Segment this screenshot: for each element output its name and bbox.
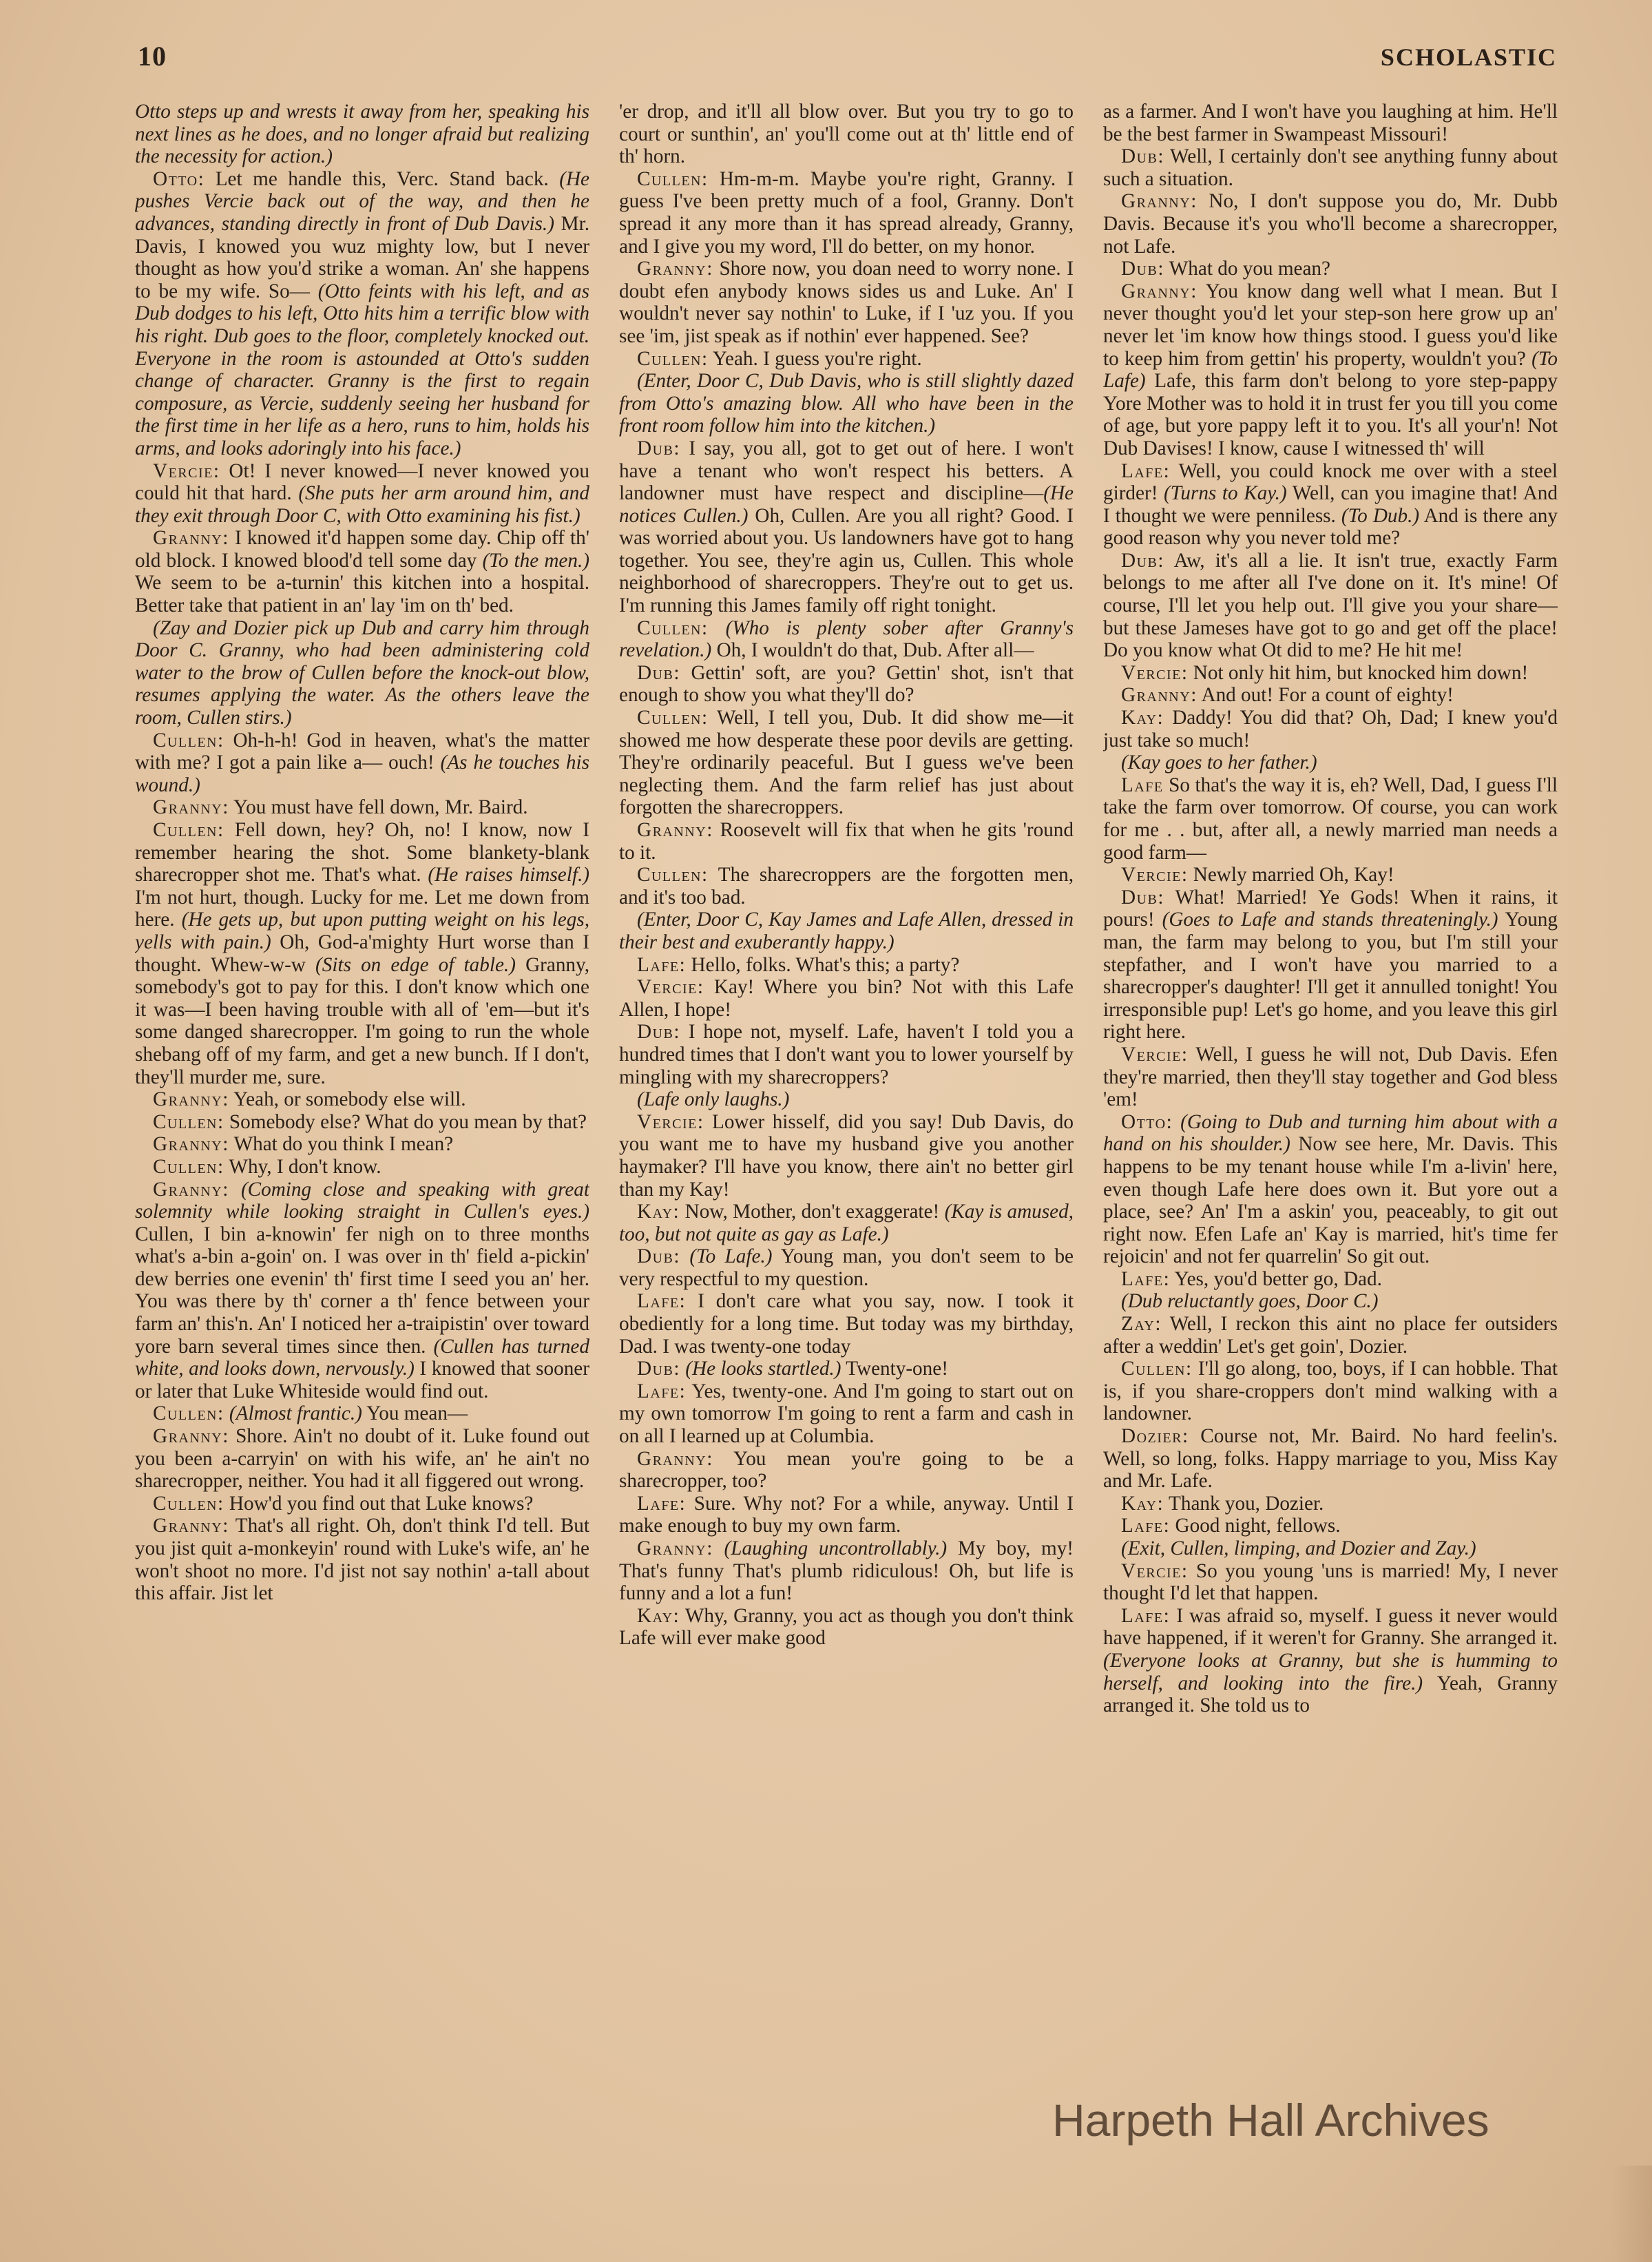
dialogue-text: Thank you, Dozier. (1164, 1492, 1324, 1515)
archive-watermark: Harpeth Hall Archives (1052, 2095, 1489, 2146)
speaker-name: Cullen: (637, 167, 709, 190)
script-paragraph (135, 796, 589, 819)
stage-direction: (Goes to Lafe and stands threateningly.) (1162, 909, 1498, 931)
speaker-name: Vercie: (637, 976, 704, 999)
stage-direction: (To the men.) (482, 549, 589, 572)
script-paragraph (619, 864, 1074, 909)
dialogue-text: Well, I guess he will not, Dub Davis. Efen they're married, then they'll stay together and God bless 'em! (1103, 1043, 1558, 1111)
speaker-name: Cullen: (153, 1110, 224, 1133)
script-paragraph (1103, 774, 1558, 864)
dialogue-text: Good night, fellows. (1170, 1515, 1341, 1537)
speaker-name: Kay: (1121, 707, 1164, 729)
dialogue-text: Well, I reckon this aint no place fer outsiders after a weddin' Let's get goin', Dozier. (1103, 1313, 1558, 1358)
script-paragraph (1103, 1044, 1558, 1111)
speaker-name: Lafe: (1121, 1515, 1171, 1537)
dialogue-text: You mean you're going to be a sharecropper, too? (619, 1447, 1074, 1493)
speaker-name: Vercie: (153, 459, 220, 482)
dialogue-text: What! Married! Ye Gods! When it rains, it pours! (1103, 886, 1558, 931)
script-paragraph (1103, 258, 1558, 280)
script-paragraph (135, 1179, 589, 1403)
speaker-name: Dub: (637, 1245, 680, 1268)
speaker-name: Kay: (637, 1201, 680, 1223)
dialogue-text: Oh, Cullen. Are you all right? Good. I was worried about you. Us landowners have got to hang together. You see, they're agin us, Cullen. This whole neighborhood of sharecroppers. They're out to get us. I'm running this James family off right tonight. (619, 504, 1074, 617)
dialogue-text: Course not, Mr. Baird. No hard feelin's. Well, so long, folks. Happy marriage to you, Miss Kay and Mr. Lafe. (1103, 1425, 1558, 1493)
speaker-name: Dub: (1121, 258, 1164, 280)
dialogue-text: Now, Mother, don't exaggerate! (680, 1201, 945, 1223)
dialogue-text: Somebody else? What do you mean by that? (224, 1110, 587, 1133)
script-paragraph (619, 1088, 1074, 1111)
script-paragraph (619, 1111, 1074, 1201)
dialogue-text: Aw, it's all a lie. It isn't true, exactly Farm belongs to me after all I've done on it. It's mine! Of course, I'll let you help out. I'll give you your share—but these Jameses have got to go and get off the place! Do you know what Ot did to me? He hit me! (1103, 549, 1558, 662)
stage-direction: (Dub reluctantly goes, Door C.) (1121, 1290, 1379, 1313)
dialogue-text: I don't care what you say, now. I took it obediently for a long time. But today was my birthday, Dad. I was twenty-one today (619, 1290, 1074, 1358)
dialogue-text: You must have fell down, Mr. Baird. (229, 796, 528, 819)
stage-direction: (Exit, Cullen, limping, and Dozier and Zay.) (1121, 1537, 1476, 1559)
script-paragraph (619, 707, 1074, 819)
dialogue-text: That's all right. Oh, don't think I'd tell. But you jist quit a-monkeyin' round with Luke's wife, an' he won't shoot no more. I'd jist not say nothin' a-tall about this affair. Jist let (135, 1515, 589, 1605)
stage-direction: (To Lafe.) (689, 1245, 773, 1268)
dialogue-text (680, 1245, 689, 1267)
script-paragraph (1103, 1268, 1558, 1291)
script-paragraph (135, 1156, 589, 1179)
speaker-name: Kay: (637, 1604, 680, 1627)
script-paragraph (135, 101, 589, 168)
dialogue-text: Young man, the farm may belong to you, but I'm still your stepfather, and I won't have you married to a sharecropper's daughter! I'll get it annulled tonight! You irresponsible pup! Let's go home, and you leave this girl right here. (1103, 909, 1558, 1044)
dialogue-text: Lower hisself, did you say! Dub Davis, do you want me to have my husband give you another haymaker? I'll have you know, there ain't no better girl than my Kay! (619, 1110, 1074, 1201)
speaker-name: Granny: (153, 1425, 229, 1448)
speaker-name: Vercie: (637, 1110, 704, 1133)
script-paragraph (1103, 280, 1558, 460)
speaker-name: Lafe: (1121, 1267, 1171, 1290)
script-paragraph (619, 1201, 1074, 1245)
dialogue-text: No, I don't suppose you do, Mr. Dubb Davis. Because it's you who'll become a sharecropper, not Lafe. (1103, 190, 1558, 258)
script-paragraph (619, 258, 1074, 347)
speaker-name: Cullen: (637, 707, 709, 729)
script-paragraph (619, 819, 1074, 864)
speaker-name: Dub: (637, 437, 680, 459)
dialogue-text: Oh, I wouldn't do that, Dub. After all— (711, 639, 1034, 662)
speaker-name: Cullen: (153, 1155, 224, 1178)
script-paragraph (135, 460, 589, 528)
stage-direction: (To Lafe) (1103, 347, 1558, 393)
script-paragraph (135, 1088, 589, 1111)
script-paragraph (1103, 886, 1558, 1044)
dialogue-text: So that's the way it is, eh? Well, Dad, I guess I'll take the farm over tomorrow. Of course, you can work for me . . but, after all, a newly married man needs a good farm— (1103, 774, 1558, 864)
speaker-name: Dub: (1121, 145, 1164, 168)
script-paragraph (619, 1290, 1074, 1358)
dialogue-text: I say, you all, got to get out of here. I won't have a tenant who won't respect his betters. A landowner must have respect and discipline— (619, 437, 1074, 505)
dialogue-text: Lafe, this farm don't belong to yore step-pappy Yore Mother was to hold it in trust fer you till you come of age, but yore pappy left it to you. It's all your'n! Not Dub Davises! I know, cause I witnessed th' will (1103, 370, 1558, 459)
dialogue-text: Roosevelt will fix that when he gits 'round to it. (619, 819, 1074, 864)
speaker-name: Vercie: (1121, 661, 1189, 684)
script-paragraph (135, 1425, 589, 1493)
script-paragraph (135, 1515, 589, 1604)
stage-direction: (Who is plenty sober after Granny's revelation.) (619, 616, 1074, 662)
speaker-name: Cullen: (1121, 1358, 1193, 1380)
script-paragraph (619, 1021, 1074, 1088)
script-paragraph (135, 819, 589, 1088)
speaker-name: Cullen: (153, 819, 224, 841)
speaker-name: Cullen: (637, 864, 709, 886)
dialogue-text: Not only hit him, but knocked him down! (1188, 661, 1529, 684)
script-paragraph (1103, 1425, 1558, 1493)
script-paragraph (1103, 460, 1558, 550)
speaker-name: Vercie: (1121, 1559, 1189, 1582)
script-paragraph (619, 1380, 1074, 1448)
speaker-name: Granny: (153, 1178, 229, 1201)
speaker-name: Granny: (153, 1133, 229, 1156)
script-paragraph (619, 662, 1074, 707)
speaker-name: Dub: (1121, 549, 1164, 572)
dialogue-text: Yes, twenty-one. And I'm going to start out on my own tomorrow I'm going to rent a farm and cash in on all I learned up at Columbia. (619, 1380, 1074, 1448)
stage-direction: (She puts her arm around him, and they exit through Door C, with Otto examining his fist.) (135, 482, 589, 527)
dialogue-text: Shore now, you doan need to worry none. I doubt efen anybody knows sides us and Luke. An' I wouldn't never say nothin' to Luke, if I 'uz you. If you see 'im, jist speak as if nothin' ever happened. See? (619, 258, 1074, 347)
script-paragraph (1103, 1290, 1558, 1313)
stage-direction: (Enter, Door C, Kay James and Lafe Allen, dressed in their best and exuberantly happy.) (619, 909, 1074, 953)
page-edge-stain (1611, 2166, 1652, 2262)
script-paragraph (619, 909, 1074, 953)
dialogue-text: Now see here, Mr. Davis. This happens to be my tenant house while I'm a-livin' here, even though Lafe here does own it. But yore out a place, see? An' I'm a askin' you, peaceably, to git out right now. Efen Lafe an' Kay is married, hit's time fer rejoicin' and not fer quarrelin' So git out. (1103, 1133, 1558, 1268)
speaker-name: Granny: (153, 1088, 229, 1111)
dialogue-text (1173, 1111, 1180, 1133)
script-paragraph (1103, 662, 1558, 685)
script-paragraph (1103, 864, 1558, 886)
dialogue-text: Well, you could knock me over with a steel girder! (1103, 459, 1558, 505)
dialogue-text: My boy, my! That's funny That's plumb ridiculous! Oh, but life is funny and a lot a fun! (619, 1537, 1074, 1605)
dialogue-text: What do you mean? (1164, 258, 1330, 280)
dialogue-text: You mean— (362, 1402, 468, 1425)
dialogue-text: Let me handle this, Verc. Stand back. (205, 167, 560, 190)
dialogue-text: as a farmer. And I won't have you laughing at him. He'll be the best farmer in Swampeast Missouri! (1103, 101, 1558, 145)
dialogue-text: Oh, God-a'mighty Hurt worse than I thought. Whew-w-w (135, 931, 589, 976)
dialogue-text: Yeah, or somebody else will. (229, 1088, 466, 1111)
script-paragraph (135, 527, 589, 616)
speaker-name: Lafe: (1121, 1604, 1171, 1627)
speaker-name: Granny: (1121, 190, 1198, 213)
dialogue-text: Ot! I never knowed—I never knowed you could hit that hard. (135, 459, 589, 505)
script-paragraph (1103, 1358, 1558, 1425)
stage-direction: (Cullen has turned white, and looks down, nervously.) (135, 1335, 589, 1380)
stage-direction: (Otto feints with his left, and as Dub dodges to his left, Otto hits him a terrific blow with his right. Dub goes to the floor, completely knocked out. Everyone in the room is astounded at Otto's sudden change of character. Granny is the first to regain composure, as Vercie, suddenly seeing her husband for the first time in her life as a hero, runs to him, holds his arms, and looks adoringly into his face.) (135, 280, 589, 459)
speaker-name: Granny: (1121, 684, 1198, 707)
stage-direction: (Laughing uncontrollably.) (724, 1537, 948, 1559)
stage-direction: (As he touches his wound.) (135, 751, 589, 796)
speaker-name: Cullen: (153, 1492, 224, 1515)
stage-direction: (Turns to Kay.) (1164, 482, 1287, 505)
dialogue-text: I'm not hurt, though. Lucky for me. Let me down from here. (135, 886, 589, 931)
script-paragraph (135, 617, 589, 729)
script-paragraph (619, 348, 1074, 371)
stage-direction: (Enter, Door C, Dub Davis, who is still slightly dazed from Otto's amazing blow. All who have been in the front room follow him into the kitchen.) (619, 370, 1074, 437)
dialogue-text: I knowed that sooner or later that Luke Whiteside would find out. (135, 1358, 589, 1402)
script-paragraph (135, 1111, 589, 1134)
masthead: SCHOLASTIC (1380, 43, 1557, 71)
dialogue-text: Fell down, hey? Oh, no! I know, now I remember hearing the shot. Some blankety-blank sharecropper shot me. That's what. (135, 819, 589, 886)
dialogue-text: Kay! Where you bin? Not with this Lafe Allen, I hope! (619, 976, 1074, 1021)
speaker-name: Cullen: (637, 347, 709, 370)
script-paragraph (135, 168, 589, 460)
stage-direction: (Almost frantic.) (229, 1402, 362, 1425)
script-paragraph (1103, 190, 1558, 258)
script-paragraph (619, 1605, 1074, 1650)
stage-direction: (He raises himself.) (428, 864, 589, 886)
script-paragraph (619, 976, 1074, 1021)
speaker-name: Zay: (1121, 1313, 1162, 1336)
dialogue-text: I knowed it'd happen some day. Chip off th' old block. I knowed blood'd tell some day (135, 527, 589, 572)
dialogue-text: Young man, you don't seem to be very respectful to my question. (619, 1245, 1074, 1290)
script-paragraph (1103, 1313, 1558, 1358)
dialogue-text (713, 1537, 724, 1559)
stage-direction: (Kay goes to her father.) (1121, 751, 1317, 774)
dialogue-text: Well, can you imagine that! And I thought we were penniless. (1103, 482, 1558, 527)
script-paragraph (1103, 1605, 1558, 1717)
script-paragraph (1103, 707, 1558, 751)
script-paragraph (1103, 751, 1558, 774)
dialogue-text: Shore. Ain't no doubt of it. Luke found out you been a-carryin' on with his wife, an' he ain't no sharecropper, neither. You had it all figgered out wrong. (135, 1425, 589, 1493)
script-paragraph (135, 1133, 589, 1156)
dialogue-text: Sure. Why not? For a while, anyway. Until I make enough to buy my own farm. (619, 1492, 1074, 1537)
speaker-name: Dozier: (1121, 1425, 1189, 1448)
column-1 (135, 101, 589, 2167)
stage-direction: (Coming close and speaking with great solemnity while looking straight in Cullen's eyes.) (135, 1178, 589, 1223)
speaker-name: Lafe: (637, 953, 687, 976)
speaker-name: Lafe: (637, 1492, 687, 1515)
script-paragraph (135, 1493, 589, 1515)
dialogue-text (709, 617, 726, 639)
dialogue-text: Yeah, Granny arranged it. She told us to (1103, 1672, 1558, 1717)
dialogue-text (224, 1402, 229, 1424)
stage-direction: (He notices Cullen.) (619, 482, 1074, 527)
stage-direction: (He looks startled.) (685, 1358, 841, 1380)
dialogue-text: Hello, folks. What's this; a party? (686, 953, 960, 976)
dialogue-text: And is there any good reason why you never told me? (1103, 504, 1558, 550)
script-paragraph (619, 1448, 1074, 1493)
speaker-name: Lafe: (637, 1290, 687, 1313)
column-2 (619, 101, 1074, 2167)
script-paragraph (619, 437, 1074, 617)
script-paragraph (1103, 101, 1558, 145)
dialogue-text: Oh-h-h! God in heaven, what's the matter with me? I got a pain like a— ouch! (135, 729, 589, 774)
stage-direction: (Going to Dub and turning him about with a hand on his shoulder.) (1103, 1110, 1558, 1156)
script-paragraph (1103, 1493, 1558, 1515)
dialogue-text: Mr. Davis, I knowed you wuz mighty low, but I never thought as how you'd strike a woman. An' she happens to be my wife. So— (135, 212, 589, 302)
dialogue-text: Twenty-one! (841, 1358, 948, 1380)
script-paragraph (1103, 684, 1558, 707)
column-3 (1103, 101, 1558, 2167)
script-paragraph (619, 1537, 1074, 1605)
dialogue-text: Yeah. I guess you're right. (708, 347, 922, 370)
dialogue-text: The sharecroppers are the forgotten men, and it's too bad. (619, 864, 1074, 909)
speaker-name: Granny: (153, 796, 229, 819)
script-paragraph (1103, 1560, 1558, 1605)
script-paragraph (619, 370, 1074, 437)
stage-direction: (He pushes Vercie back out of the way, and then he advances, standing directly in front of Dub Davis.) (135, 167, 589, 235)
script-paragraph (135, 729, 589, 797)
text-columns (135, 101, 1558, 2167)
script-paragraph (1103, 1111, 1558, 1268)
dialogue-text: Why, I don't know. (224, 1155, 381, 1178)
speaker-name: Granny: (153, 1515, 229, 1537)
dialogue-text: 'er drop, and it'll all blow over. But you try to go to court or sunthin', an' you'll come out at th' little end of th' horn. (619, 101, 1074, 168)
speaker-name: Cullen: (153, 1402, 224, 1425)
dialogue-text: I was afraid so, myself. I guess it never would have happened, if it weren't for Granny. She arranged it. (1103, 1604, 1558, 1650)
speaker-name: Lafe (1121, 774, 1164, 796)
speaker-name: Granny: (637, 1447, 713, 1470)
speaker-name: Dub: (637, 1021, 680, 1044)
dialogue-text: So you young 'uns is married! My, I never thought I'd let that happen. (1103, 1559, 1558, 1605)
dialogue-text: Hm-m-m. Maybe you're right, Granny. I guess I've been pretty much of a fool, Granny. Don't spread it any more than it has spread already, Granny, and I give you my word, I'll do better, on my honor. (619, 167, 1074, 258)
speaker-name: Dub: (637, 661, 680, 684)
dialogue-text: We seem to be a-turnin' this kitchen into a hospital. Better take that patient in an' lay 'im on th' bed. (135, 572, 589, 617)
speaker-name: Vercie: (1121, 1043, 1189, 1066)
script-paragraph (135, 1402, 589, 1425)
dialogue-text: I hope not, myself. Lafe, haven't I told you a hundred times that I don't want you to lower yourself by mingling with my sharecroppers? (619, 1021, 1074, 1088)
dialogue-text: How'd you find out that Luke knows? (224, 1492, 534, 1515)
stage-direction: (Sits on edge of table.) (315, 953, 516, 976)
stage-direction: (Kay is amused, too, but not quite as gay as Lafe.) (619, 1201, 1074, 1245)
script-paragraph (1103, 1515, 1558, 1537)
dialogue-text: And out! For a count of eighty! (1197, 684, 1454, 707)
stage-direction: (Zay and Dozier pick up Dub and carry him through Door C. Granny, who had been administering cold water to the brow of Cullen before the knock-out blow, resumes applying the water. As the others leave the room, Cullen stirs.) (135, 616, 589, 729)
dialogue-text: Well, I certainly don't see anything funny about such a situation. (1103, 145, 1558, 190)
dialogue-text: Granny, somebody's got to pay for this. I don't know which one it was—I been having trouble with all of 'em—but it's some danged sharecropper. I'm going to run the whole shebang off of my farm, and get a new bunch. If I don't, they'll murder me, sure. (135, 953, 589, 1088)
speaker-name: Granny: (637, 1537, 713, 1559)
dialogue-text: Gettin' soft, are you? Gettin' shot, isn't that enough to show you what they'll do? (619, 661, 1074, 707)
script-paragraph (619, 1245, 1074, 1290)
dialogue-text: Newly married Oh, Kay! (1188, 864, 1394, 886)
stage-direction: (Everyone looks at Granny, but she is humming to herself, and looking into the fire.) (1103, 1649, 1558, 1694)
script-paragraph (619, 954, 1074, 977)
script-paragraph (1103, 145, 1558, 190)
dialogue-text: Daddy! You did that? Oh, Dad; I knew you'd just take so much! (1103, 707, 1558, 751)
speaker-name: Granny: (637, 258, 713, 280)
dialogue-text: What do you think I mean? (229, 1133, 454, 1156)
speaker-name: Dub: (637, 1358, 680, 1380)
dialogue-text: Cullen, I bin a-knowin' fer nigh on to three months what's a-bin a-goin' on. I was over in th' field a-pickin' dew berries one evenin' th' first time I seed you an' her. You was there by th' corner a th' fence between your farm an' this'n. An' I noticed her a-traipistin' over toward yore barn several times since then. (135, 1223, 589, 1358)
script-paragraph (619, 1493, 1074, 1537)
dialogue-text: I'll go along, too, boys, if I can hobble. That is, if you share-croppers don't mind walking with a landowner. (1103, 1358, 1558, 1425)
page-number: 10 (138, 41, 167, 72)
script-paragraph (619, 1358, 1074, 1380)
dialogue-text: Well, I tell you, Dub. It did show me—it showed me how desperate these poor devils are getting. They're ordinarily peaceful. But I guess we've been neglecting them. And the farm relief has just about forgotten the sharecroppers. (619, 707, 1074, 819)
speaker-name: Granny: (1121, 280, 1198, 302)
speaker-name: Kay: (1121, 1492, 1164, 1515)
speaker-name: Cullen: (637, 616, 709, 639)
speaker-name: Granny: (153, 527, 229, 550)
speaker-name: Otto: (1121, 1110, 1173, 1133)
speaker-name: Vercie: (1121, 864, 1189, 886)
dialogue-text: Yes, you'd better go, Dad. (1170, 1267, 1382, 1290)
stage-direction: (To Dub.) (1341, 504, 1420, 527)
stage-direction: (He gets up, but upon putting weight on his legs, yells with pain.) (135, 909, 589, 953)
stage-direction: (Lafe only laughs.) (637, 1088, 790, 1111)
stage-direction: Otto steps up and wrests it away from her, speaking his next lines as he does, and no longer afraid but realizing the necessity for action.) (135, 101, 589, 168)
speaker-name: Lafe: (637, 1380, 687, 1402)
script-paragraph (619, 168, 1074, 258)
script-paragraph (1103, 550, 1558, 662)
dialogue-text: Why, Granny, you act as though you don't think Lafe will ever make good (619, 1604, 1074, 1650)
script-paragraph (619, 617, 1074, 662)
speaker-name: Dub: (1121, 886, 1164, 909)
script-paragraph (1103, 1537, 1558, 1560)
speaker-name: Granny: (637, 819, 713, 841)
speaker-name: Cullen: (153, 729, 224, 751)
script-paragraph (619, 101, 1074, 168)
dialogue-text: You know dang well what I mean. But I never thought you'd let your step-son here grow up an' never let 'im know how things stood. I guess you'd like to keep him from gettin' his property, wouldn't you? (1103, 280, 1558, 370)
speaker-name: Otto: (153, 167, 205, 190)
dialogue-text (229, 1179, 241, 1201)
speaker-name: Lafe: (1121, 459, 1171, 482)
